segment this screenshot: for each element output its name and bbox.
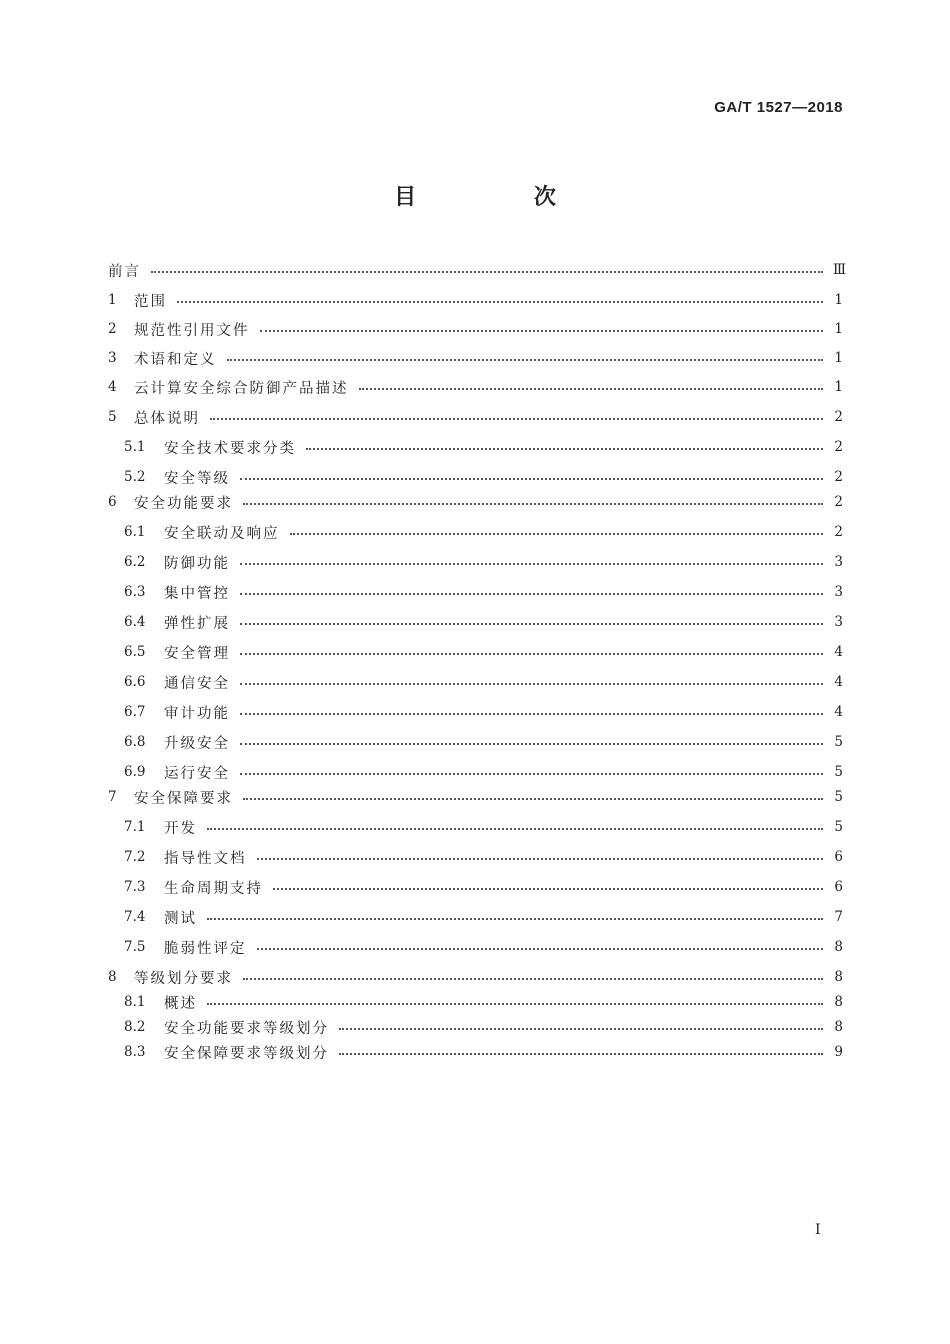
toc-entry-page: 4 bbox=[834, 644, 843, 660]
toc-entry[interactable] bbox=[108, 842, 843, 872]
toc-entry-page: 9 bbox=[834, 1044, 843, 1060]
toc-leader-dots bbox=[240, 683, 823, 685]
toc-entry-number: 6.3 bbox=[124, 584, 146, 600]
toc-entry-page: 3 bbox=[834, 584, 843, 600]
toc-entry-number: 6.8 bbox=[124, 734, 146, 750]
toc-entry-number: 6.9 bbox=[124, 764, 146, 780]
toc-entry-number: 6 bbox=[108, 494, 117, 510]
toc-entry-number: 7.2 bbox=[124, 849, 146, 865]
toc-leader-dots bbox=[240, 623, 823, 625]
toc-entry-page: 5 bbox=[834, 764, 843, 780]
toc-entry-title: 安全技术要求分类 bbox=[164, 440, 296, 457]
toc-entry-title: 运行安全 bbox=[164, 765, 230, 782]
toc-entry-page: 8 bbox=[834, 994, 843, 1010]
toc-entry-page: 8 bbox=[834, 969, 843, 985]
toc-entry-page: 4 bbox=[834, 704, 843, 720]
toc-leader-dots bbox=[243, 978, 823, 980]
toc-entry[interactable] bbox=[108, 255, 847, 285]
toc-entry-title: 安全保障要求等级划分 bbox=[164, 1045, 329, 1062]
toc-entry[interactable] bbox=[108, 667, 843, 697]
toc-leader-dots bbox=[207, 1003, 823, 1005]
toc-entry[interactable] bbox=[108, 432, 843, 462]
toc-entry-number: 6.4 bbox=[124, 614, 146, 630]
toc-entry[interactable] bbox=[108, 902, 843, 932]
toc-entry[interactable] bbox=[108, 402, 843, 432]
toc-entry-page: Ⅲ bbox=[833, 262, 847, 278]
toc-entry-title: 防御功能 bbox=[164, 555, 230, 572]
toc-entry[interactable] bbox=[108, 727, 843, 757]
toc-entry-number: 8 bbox=[108, 969, 117, 985]
toc-leader-dots bbox=[227, 359, 824, 361]
toc-entry[interactable] bbox=[108, 872, 843, 902]
toc-entry-title: 指导性文档 bbox=[164, 850, 247, 867]
toc-leader-dots bbox=[240, 593, 823, 595]
toc-entry-number: 1 bbox=[108, 292, 117, 308]
toc-entry-number: 4 bbox=[108, 379, 117, 395]
toc-entry-page: 1 bbox=[834, 292, 843, 308]
toc-entry[interactable] bbox=[108, 932, 843, 962]
toc-leader-dots bbox=[306, 448, 823, 450]
toc-entry-number: 8.3 bbox=[124, 1044, 146, 1060]
toc-entry-title: 测试 bbox=[164, 910, 197, 927]
toc-leader-dots bbox=[177, 301, 823, 303]
toc-entry-page: 3 bbox=[834, 614, 843, 630]
toc-entry[interactable] bbox=[108, 372, 843, 402]
document-code: GA/T 1527—2018 bbox=[714, 99, 843, 116]
toc-entry-number: 5.1 bbox=[124, 439, 146, 455]
toc-entry-title: 概述 bbox=[164, 995, 197, 1012]
toc-entry-title: 弹性扩展 bbox=[164, 615, 230, 632]
toc-entry-page: 5 bbox=[834, 819, 843, 835]
toc-entry-page: 2 bbox=[834, 409, 843, 425]
toc-entry-title: 安全等级 bbox=[164, 470, 230, 487]
toc-entry[interactable] bbox=[108, 607, 843, 637]
toc-entry-number: 7.1 bbox=[124, 819, 146, 835]
toc-entry[interactable] bbox=[108, 285, 843, 315]
toc-entry-page: 2 bbox=[834, 494, 843, 510]
toc-entry-page: 2 bbox=[834, 524, 843, 540]
toc-entry-number: 2 bbox=[108, 321, 117, 337]
toc-leader-dots bbox=[260, 330, 824, 332]
toc-entry[interactable] bbox=[108, 782, 843, 812]
toc-entry-title: 前言 bbox=[108, 263, 141, 280]
toc-entry-page: 4 bbox=[834, 674, 843, 690]
toc-entry-page: 2 bbox=[834, 469, 843, 485]
toc-entry-number: 7.3 bbox=[124, 879, 146, 895]
toc-entry-number: 6.1 bbox=[124, 524, 146, 540]
toc-entry-title: 通信安全 bbox=[164, 675, 230, 692]
toc-leader-dots bbox=[257, 858, 824, 860]
toc-entry[interactable] bbox=[108, 487, 843, 517]
toc-entry-page: 6 bbox=[834, 879, 843, 895]
toc-entry-title: 术语和定义 bbox=[134, 351, 217, 368]
toc-entry-number: 7.5 bbox=[124, 939, 146, 955]
toc-entry-title: 审计功能 bbox=[164, 705, 230, 722]
toc-leader-dots bbox=[240, 653, 823, 655]
toc-entry-title: 安全功能要求 bbox=[134, 495, 233, 512]
toc-entry-number: 6.5 bbox=[124, 644, 146, 660]
page-number: I bbox=[815, 1222, 821, 1238]
toc-entry-number: 8.2 bbox=[124, 1019, 146, 1035]
toc-entry-title: 范围 bbox=[134, 293, 167, 310]
toc-entry-title: 规范性引用文件 bbox=[134, 322, 250, 339]
toc-leader-dots bbox=[243, 503, 823, 505]
toc-entry-number: 6.2 bbox=[124, 554, 146, 570]
toc-leader-dots bbox=[240, 563, 823, 565]
toc-entry-page: 1 bbox=[834, 379, 843, 395]
toc-entry-number: 7.4 bbox=[124, 909, 146, 925]
toc-leader-dots bbox=[240, 743, 823, 745]
toc-entry-number: 3 bbox=[108, 350, 117, 366]
toc-entry-page: 6 bbox=[834, 849, 843, 865]
toc-entry[interactable] bbox=[108, 697, 843, 727]
toc-leader-dots bbox=[273, 888, 823, 890]
toc-entry-title: 安全保障要求 bbox=[134, 790, 233, 807]
toc-entry-number: 6.7 bbox=[124, 704, 146, 720]
toc-leader-dots bbox=[339, 1028, 823, 1030]
toc-entry-page: 7 bbox=[834, 909, 843, 925]
toc-entry-page: 5 bbox=[834, 734, 843, 750]
toc-leader-dots bbox=[240, 773, 823, 775]
toc-entry-page: 8 bbox=[834, 939, 843, 955]
toc-leader-dots bbox=[207, 918, 823, 920]
toc-leader-dots bbox=[151, 271, 823, 273]
toc-entry-title: 脆弱性评定 bbox=[164, 940, 247, 957]
toc-entry-title: 安全功能要求等级划分 bbox=[164, 1020, 329, 1037]
toc-entry-number: 7 bbox=[108, 789, 117, 805]
toc-entry-title: 开发 bbox=[164, 820, 197, 837]
toc-entry[interactable] bbox=[108, 314, 843, 344]
toc-entry[interactable] bbox=[108, 812, 843, 842]
toc-entry[interactable] bbox=[108, 637, 843, 667]
toc-entry-number: 5 bbox=[108, 409, 117, 425]
toc-entry-number: 6.6 bbox=[124, 674, 146, 690]
toc-entry-title: 集中管控 bbox=[164, 585, 230, 602]
toc-entry-title: 升级安全 bbox=[164, 735, 230, 752]
toc-heading: 目 次 bbox=[394, 185, 611, 210]
toc-leader-dots bbox=[240, 713, 823, 715]
toc-entry-page: 5 bbox=[834, 789, 843, 805]
toc-leader-dots bbox=[207, 828, 823, 830]
toc-entry-title: 云计算安全综合防御产品描述 bbox=[134, 380, 349, 397]
toc-entry-page: 2 bbox=[834, 439, 843, 455]
toc-entry[interactable] bbox=[108, 547, 843, 577]
toc-leader-dots bbox=[257, 948, 824, 950]
toc-entry[interactable] bbox=[108, 1037, 843, 1067]
toc-leader-dots bbox=[240, 478, 823, 480]
toc-entry[interactable] bbox=[108, 517, 843, 547]
toc-entry-title: 等级划分要求 bbox=[134, 970, 233, 987]
toc-leader-dots bbox=[243, 798, 823, 800]
toc-entry-title: 安全联动及响应 bbox=[164, 525, 280, 542]
toc-entry-page: 8 bbox=[834, 1019, 843, 1035]
toc-leader-dots bbox=[210, 418, 823, 420]
toc-leader-dots bbox=[290, 533, 824, 535]
toc-entry-page: 3 bbox=[834, 554, 843, 570]
toc-entry[interactable] bbox=[108, 577, 843, 607]
toc-leader-dots bbox=[359, 388, 824, 390]
toc-entry-number: 8.1 bbox=[124, 994, 146, 1010]
toc-leader-dots bbox=[339, 1053, 823, 1055]
toc-entry-title: 总体说明 bbox=[134, 410, 200, 427]
toc-entry-page: 1 bbox=[834, 321, 843, 337]
toc-entry-title: 生命周期支持 bbox=[164, 880, 263, 897]
toc-entry-title: 安全管理 bbox=[164, 645, 230, 662]
toc-entry-number: 5.2 bbox=[124, 469, 146, 485]
toc-entry-page: 1 bbox=[834, 350, 843, 366]
toc-entry[interactable] bbox=[108, 343, 843, 373]
